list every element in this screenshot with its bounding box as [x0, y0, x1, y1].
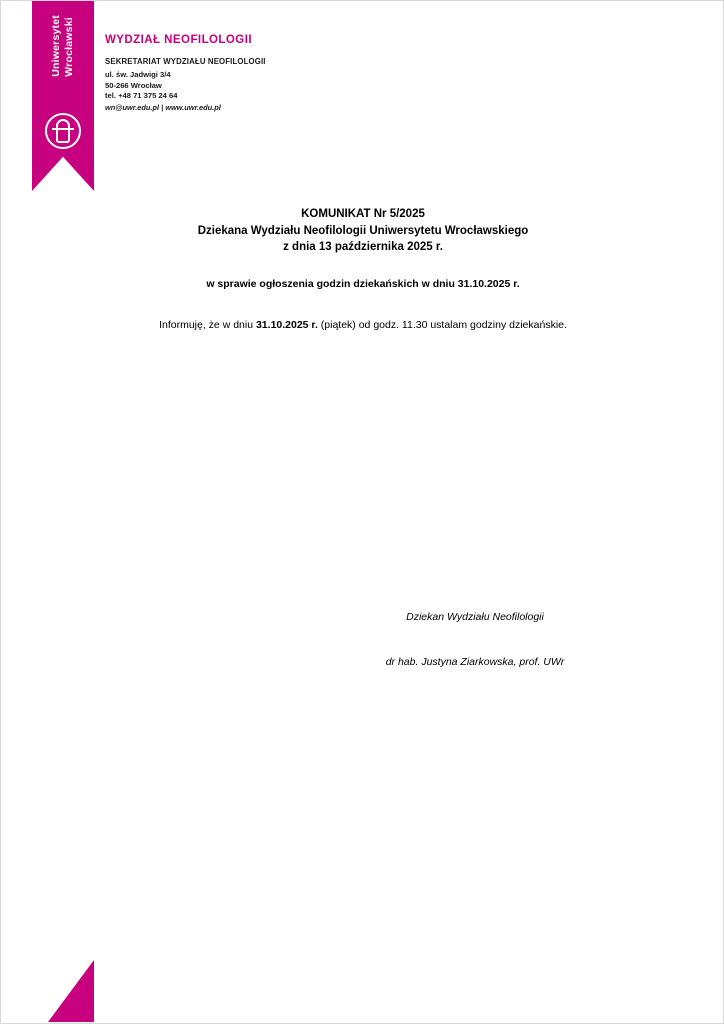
letterhead-faculty: WYDZIAŁ NEOFILOLOGII [105, 34, 252, 46]
document-title-line2: Dziekana Wydziału Neofilologii Uniwersytetu Wrocławskiego [197, 224, 529, 237]
document-title-line1: KOMUNIKAT Nr 5/2025 [301, 208, 425, 220]
document-title [1, 206, 724, 256]
paragraph-text-after: (piątek) od godz. 11.30 ustalam godziny dziekańskie. [317, 318, 567, 331]
signature-role: Dziekan Wydziału Neofilologii [406, 611, 544, 623]
paragraph-text-before: Informuję, że w dniu [159, 318, 256, 331]
brand-ribbon [32, 1, 94, 191]
document-body [1, 206, 724, 668]
letterhead-phone: tel. +48 71 375 24 64 [105, 91, 178, 100]
document-title-line3: z dnia 13 października 2025 r. [283, 241, 443, 253]
document-paragraph [1, 319, 724, 331]
bottom-corner-accent [48, 960, 94, 1022]
university-seal-icon [45, 113, 81, 149]
letterhead-office: SEKRETARIAT WYDZIAŁU NEOFILOLOGII [105, 57, 266, 66]
ribbon-label-text: Uniwersytet Wrocławski [50, 15, 75, 77]
letterhead-street: ul. św. Jadwigi 3/4 [105, 70, 171, 79]
document-subject: w sprawie ogłoszenia godzin dziekańskich w dniu 31.10.2025 r. [206, 277, 520, 290]
letterhead-contact[interactable]: wn@uwr.edu.pl | www.uwr.edu.pl [105, 102, 221, 112]
paragraph-date: 31.10.2025 r. [255, 318, 318, 331]
letterhead [105, 34, 505, 112]
signature-name: dr hab. Justyna Ziarkowska, prof. UWr [385, 656, 565, 668]
letterhead-city: 50-266 Wrocław [105, 80, 162, 90]
